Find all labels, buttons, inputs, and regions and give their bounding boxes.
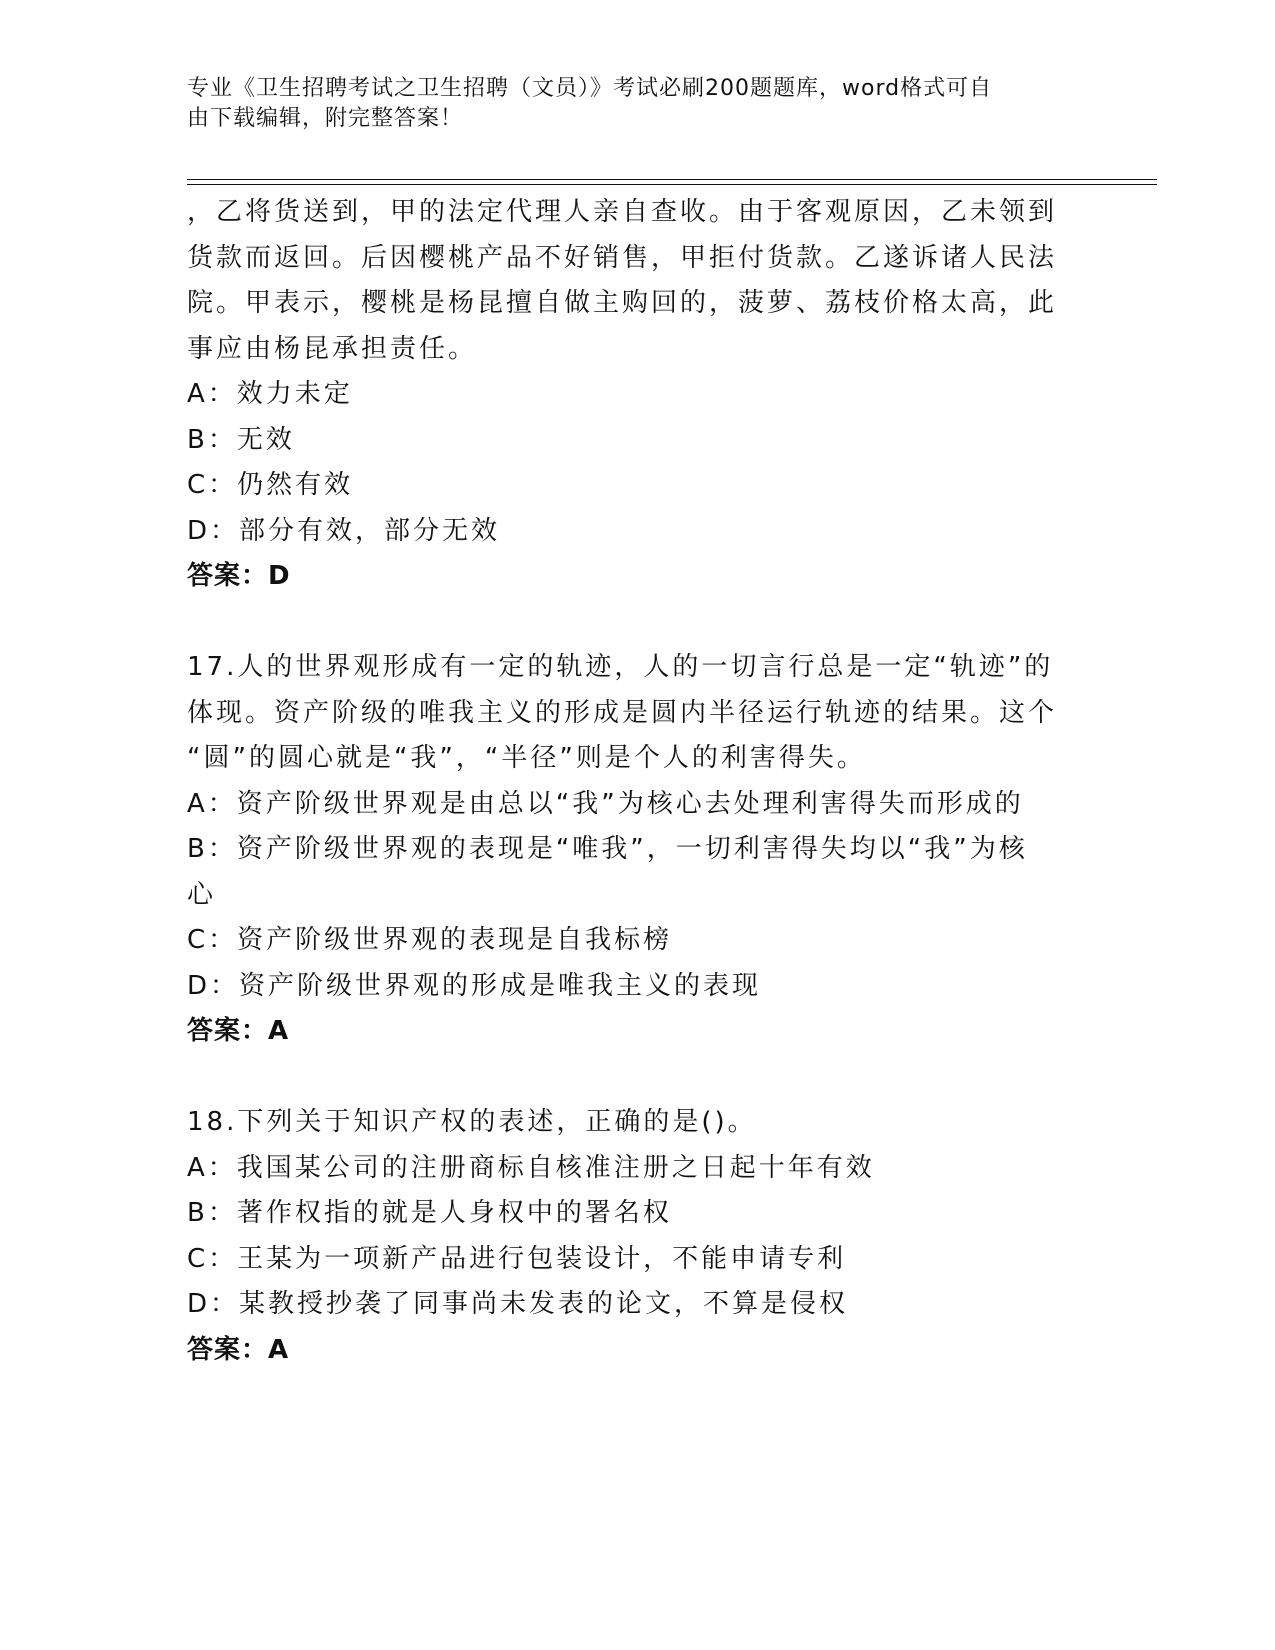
- question-18-option-c: C：王某为一项新产品进行包装设计，不能申请专利: [187, 1243, 847, 1274]
- question-17-stem-line-2: 体现。资产阶级的唯我主义的形成是圆内半径运行轨迹的结果。这个: [187, 697, 1058, 728]
- question-16-stem-line-3: 院。甲表示，樱桃是杨昆擅自做主购回的，菠萝、荔枝价格太高，此: [187, 288, 1058, 318]
- question-16-option-b: B：无效: [187, 424, 295, 455]
- question-18-option-a: A：我国某公司的注册商标自核准注册之日起十年有效: [187, 1152, 875, 1183]
- question-17-option-b: B：资产阶级世界观的表现是“唯我”，一切利害得失均以“我”为核: [187, 834, 1028, 864]
- header-line-1: 专业《卫生招聘考试之卫生招聘（文员）》考试必刷200题题库，word格式可自: [187, 76, 993, 101]
- question-17-option-d: D：资产阶级世界观的形成是唯我主义的表现: [187, 970, 762, 1001]
- question-17-option-b-wrap: 心: [187, 879, 217, 910]
- page-header: [187, 74, 1067, 134]
- question-17: [187, 645, 1087, 1055]
- question-17-answer: 答案：A: [187, 1016, 290, 1046]
- header-rule-top: [187, 179, 1157, 180]
- question-16-stem-line-1: ，乙将货送到，甲的法定代理人亲自查收。由于客观原因，乙未领到: [187, 197, 1058, 227]
- header-rule-bottom: [187, 184, 1157, 185]
- question-18-option-b: B：著作权指的就是人身权中的署名权: [187, 1198, 672, 1228]
- question-16-stem-line-4: 事应由杨昆承担责任。: [187, 333, 478, 364]
- question-17-stem-line-3: “圆”的圆心就是“我”，“半径”则是个人的利害得失。: [187, 743, 866, 773]
- question-17-stem-line-1: 17.人的世界观形成有一定的轨迹，人的一切言行总是一定“轨迹”的: [187, 652, 1054, 682]
- question-17-option-c: C：资产阶级世界观的表现是自我标榜: [187, 925, 673, 955]
- question-16-answer: 答案：D: [187, 561, 291, 591]
- question-18-stem-line-1: 18.下列关于知识产权的表述，正确的是()。: [187, 1107, 757, 1137]
- document-body: [187, 190, 1087, 1373]
- question-18-answer: 答案：A: [187, 1334, 290, 1365]
- question-18-option-d: D：某教授抄袭了同事尚未发表的论文，不算是侵权: [187, 1289, 849, 1319]
- spacer: [187, 600, 1087, 646]
- question-17-option-a: A：资产阶级世界观是由总以“我”为核心去处理利害得失而形成的: [187, 788, 1024, 819]
- question-18: [187, 1100, 1087, 1373]
- spacer: [187, 1055, 1087, 1101]
- question-16: [187, 190, 1087, 600]
- question-16-option-d: D：部分有效，部分无效: [187, 515, 501, 546]
- question-16-option-c: C：仍然有效: [187, 470, 354, 500]
- header-line-2: 由下载编辑，附完整答案！: [187, 106, 464, 131]
- question-16-option-a: A：效力未定: [187, 379, 353, 409]
- question-16-stem-line-2: 货款而返回。后因樱桃产品不好销售，甲拒付货款。乙遂诉诸人民法: [187, 242, 1058, 273]
